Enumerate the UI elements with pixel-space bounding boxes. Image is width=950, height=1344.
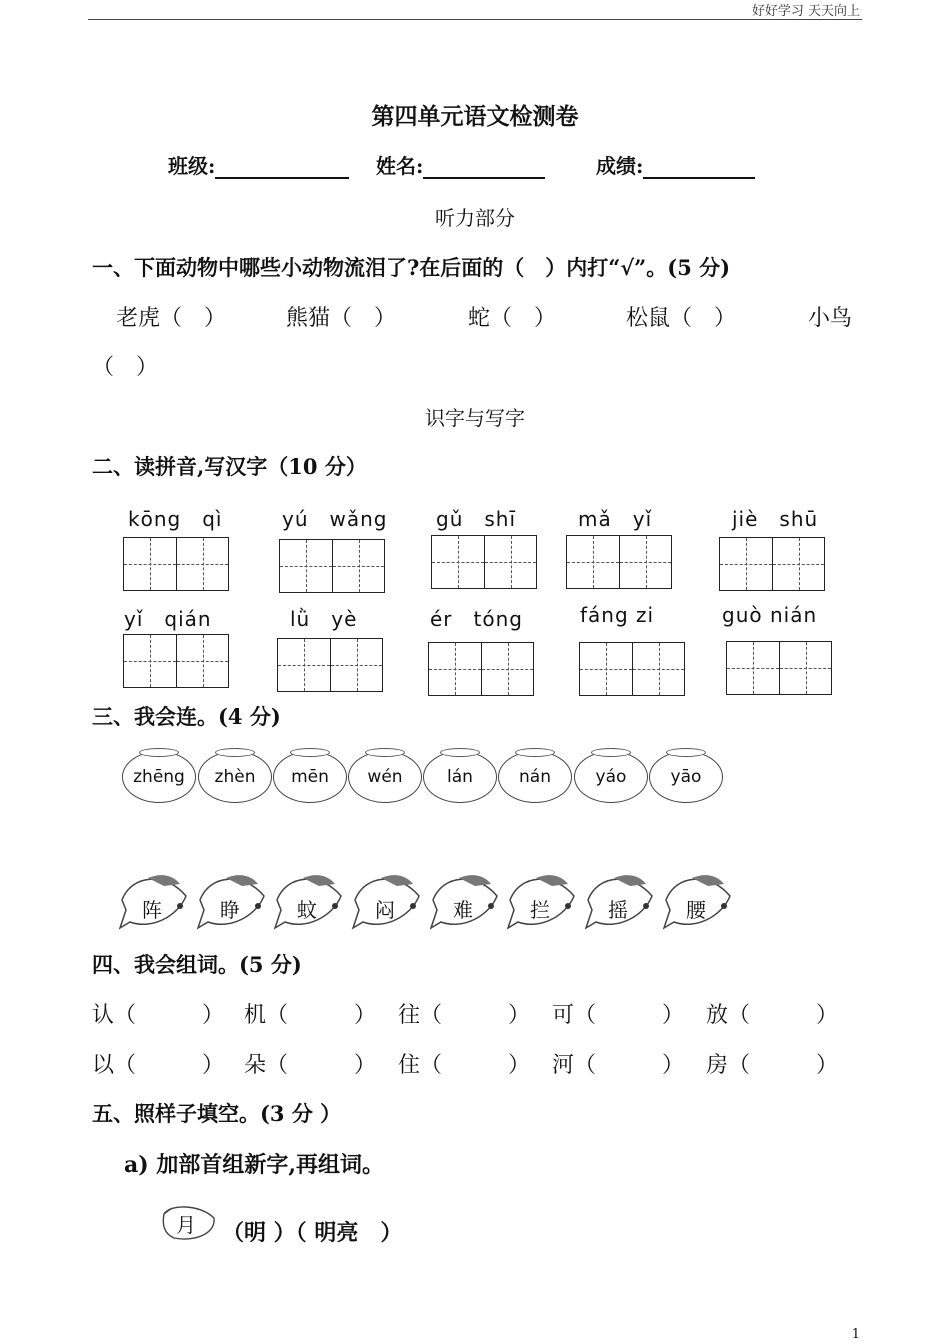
writing-grid[interactable] bbox=[277, 638, 383, 692]
fishbowl-pinyin[interactable]: mēn bbox=[273, 751, 347, 803]
leaf-char: 月 bbox=[176, 1213, 196, 1237]
writing-grid[interactable] bbox=[279, 539, 385, 593]
fish-character[interactable] bbox=[429, 870, 505, 932]
section-listening: 听力部分 bbox=[435, 206, 515, 230]
fishbowl-pinyin[interactable]: nán bbox=[498, 751, 572, 803]
fish-character[interactable] bbox=[196, 870, 272, 932]
fish-label: 腰 bbox=[686, 898, 706, 922]
word-char: 放 bbox=[706, 1003, 729, 1028]
word-blank-9[interactable]: 河（ ） bbox=[552, 1053, 685, 1078]
class-blank bbox=[215, 155, 349, 179]
word-char: 以 bbox=[92, 1053, 115, 1078]
word-blank-7[interactable]: 朵（ ） bbox=[244, 1053, 377, 1078]
name-blank bbox=[423, 155, 545, 179]
animal-3: 蛇（ ） bbox=[468, 306, 557, 331]
word-blank-6[interactable]: 以（ ） bbox=[92, 1053, 225, 1078]
fishbowl-pinyin[interactable]: zhèn bbox=[198, 751, 272, 803]
word-blank-5[interactable]: 放（ ） bbox=[706, 1003, 839, 1028]
animal-2: 熊猫（ ） bbox=[286, 306, 397, 331]
writing-grid[interactable] bbox=[123, 634, 229, 688]
word-char: 住 bbox=[398, 1053, 421, 1078]
word-blank-3[interactable]: 往（ ） bbox=[398, 1003, 531, 1028]
word-blank-2[interactable]: 机（ ） bbox=[244, 1003, 377, 1028]
pinyin-9: fáng zi bbox=[580, 603, 655, 627]
pinyin-6: yǐ qián bbox=[124, 607, 212, 631]
question-3: 三、我会连。(4 分) bbox=[92, 704, 281, 729]
animal-4: 松鼠（ ） bbox=[626, 306, 737, 331]
word-blank-8[interactable]: 住（ ） bbox=[398, 1053, 531, 1078]
fishbowl-pinyin[interactable]: wén bbox=[348, 751, 422, 803]
question-4: 四、我会组词。(5 分) bbox=[92, 952, 302, 977]
pinyin-4: mǎ yǐ bbox=[578, 507, 653, 531]
fish-label: 阵 bbox=[142, 898, 162, 922]
question-5a: a) 加部首组新字,再组词。 bbox=[124, 1152, 384, 1178]
word-char: 往 bbox=[398, 1003, 421, 1028]
score-field bbox=[596, 150, 755, 179]
name-label: 姓名: bbox=[376, 154, 424, 178]
writing-grid[interactable] bbox=[719, 537, 825, 591]
leaf-example bbox=[160, 1204, 218, 1242]
class-field bbox=[168, 150, 349, 179]
fish-character[interactable] bbox=[506, 870, 582, 932]
word-blank-10[interactable]: 房（ ） bbox=[706, 1053, 839, 1078]
writing-grid[interactable] bbox=[123, 537, 229, 591]
name-field bbox=[376, 150, 545, 179]
writing-grid[interactable] bbox=[579, 642, 685, 696]
fishbowl-pinyin[interactable]: zhēng bbox=[122, 751, 196, 803]
header-divider bbox=[88, 19, 862, 20]
word-char: 认 bbox=[92, 1003, 115, 1028]
fish-character[interactable] bbox=[118, 870, 194, 932]
animal-5-paren: （ ） bbox=[92, 355, 159, 380]
word-char: 机 bbox=[244, 1003, 267, 1028]
fish-label: 睁 bbox=[220, 898, 240, 922]
pinyin-7: lǜ yè bbox=[290, 607, 358, 631]
pinyin-3: gǔ shī bbox=[436, 507, 517, 531]
pinyin-2: yú wǎng bbox=[282, 507, 388, 531]
fish-label: 闷 bbox=[375, 898, 395, 922]
word-char: 可 bbox=[552, 1003, 575, 1028]
pinyin-1: kōng qì bbox=[128, 507, 223, 531]
pinyin-8: ér tóng bbox=[430, 607, 523, 631]
fish-label: 蚊 bbox=[297, 898, 317, 922]
animal-1: 老虎（ ） bbox=[116, 306, 227, 331]
section-writing: 识字与写字 bbox=[425, 406, 525, 430]
fishbowl-pinyin[interactable]: lán bbox=[423, 751, 497, 803]
question-1: 一、下面动物中哪些小动物流泪了?在后面的（ ）内打“√”。(5 分) bbox=[92, 255, 731, 280]
page-number: 1 bbox=[851, 1327, 860, 1342]
fishbowl-pinyin[interactable]: yáo bbox=[574, 751, 648, 803]
writing-grid[interactable] bbox=[566, 535, 672, 589]
word-char: 河 bbox=[552, 1053, 575, 1078]
word-blank-4[interactable]: 可（ ） bbox=[552, 1003, 685, 1028]
header-motto: 好好学习 天天向上 bbox=[751, 4, 860, 19]
page-title: 第四单元语文检测卷 bbox=[371, 103, 579, 130]
fish-label: 难 bbox=[453, 898, 473, 922]
pinyin-10: guò nián bbox=[722, 603, 818, 627]
word-char: 房 bbox=[706, 1053, 729, 1078]
fishbowl-pinyin[interactable]: yāo bbox=[649, 751, 723, 803]
pinyin-5: jiè shū bbox=[732, 507, 819, 531]
writing-grid[interactable] bbox=[428, 642, 534, 696]
question-2: 二、读拼音,写汉字（10 分） bbox=[92, 454, 367, 479]
writing-grid[interactable] bbox=[726, 641, 832, 695]
word-blank-1[interactable]: 认（ ） bbox=[92, 1003, 225, 1028]
word-char: 朵 bbox=[244, 1053, 267, 1078]
fish-label: 拦 bbox=[530, 898, 550, 922]
fish-label: 摇 bbox=[608, 898, 628, 922]
fish-character[interactable] bbox=[662, 870, 738, 932]
score-blank bbox=[643, 155, 755, 179]
fish-character[interactable] bbox=[351, 870, 427, 932]
score-label: 成绩: bbox=[596, 154, 644, 178]
question-5: 五、照样子填空。(3 分 ） bbox=[92, 1101, 342, 1126]
animal-5: 小鸟 bbox=[808, 306, 853, 331]
fish-character[interactable] bbox=[273, 870, 349, 932]
example-answer: （明 ）（ 明亮 ） bbox=[222, 1220, 403, 1246]
class-label: 班级: bbox=[168, 154, 216, 178]
writing-grid[interactable] bbox=[431, 535, 537, 589]
fish-character[interactable] bbox=[584, 870, 660, 932]
